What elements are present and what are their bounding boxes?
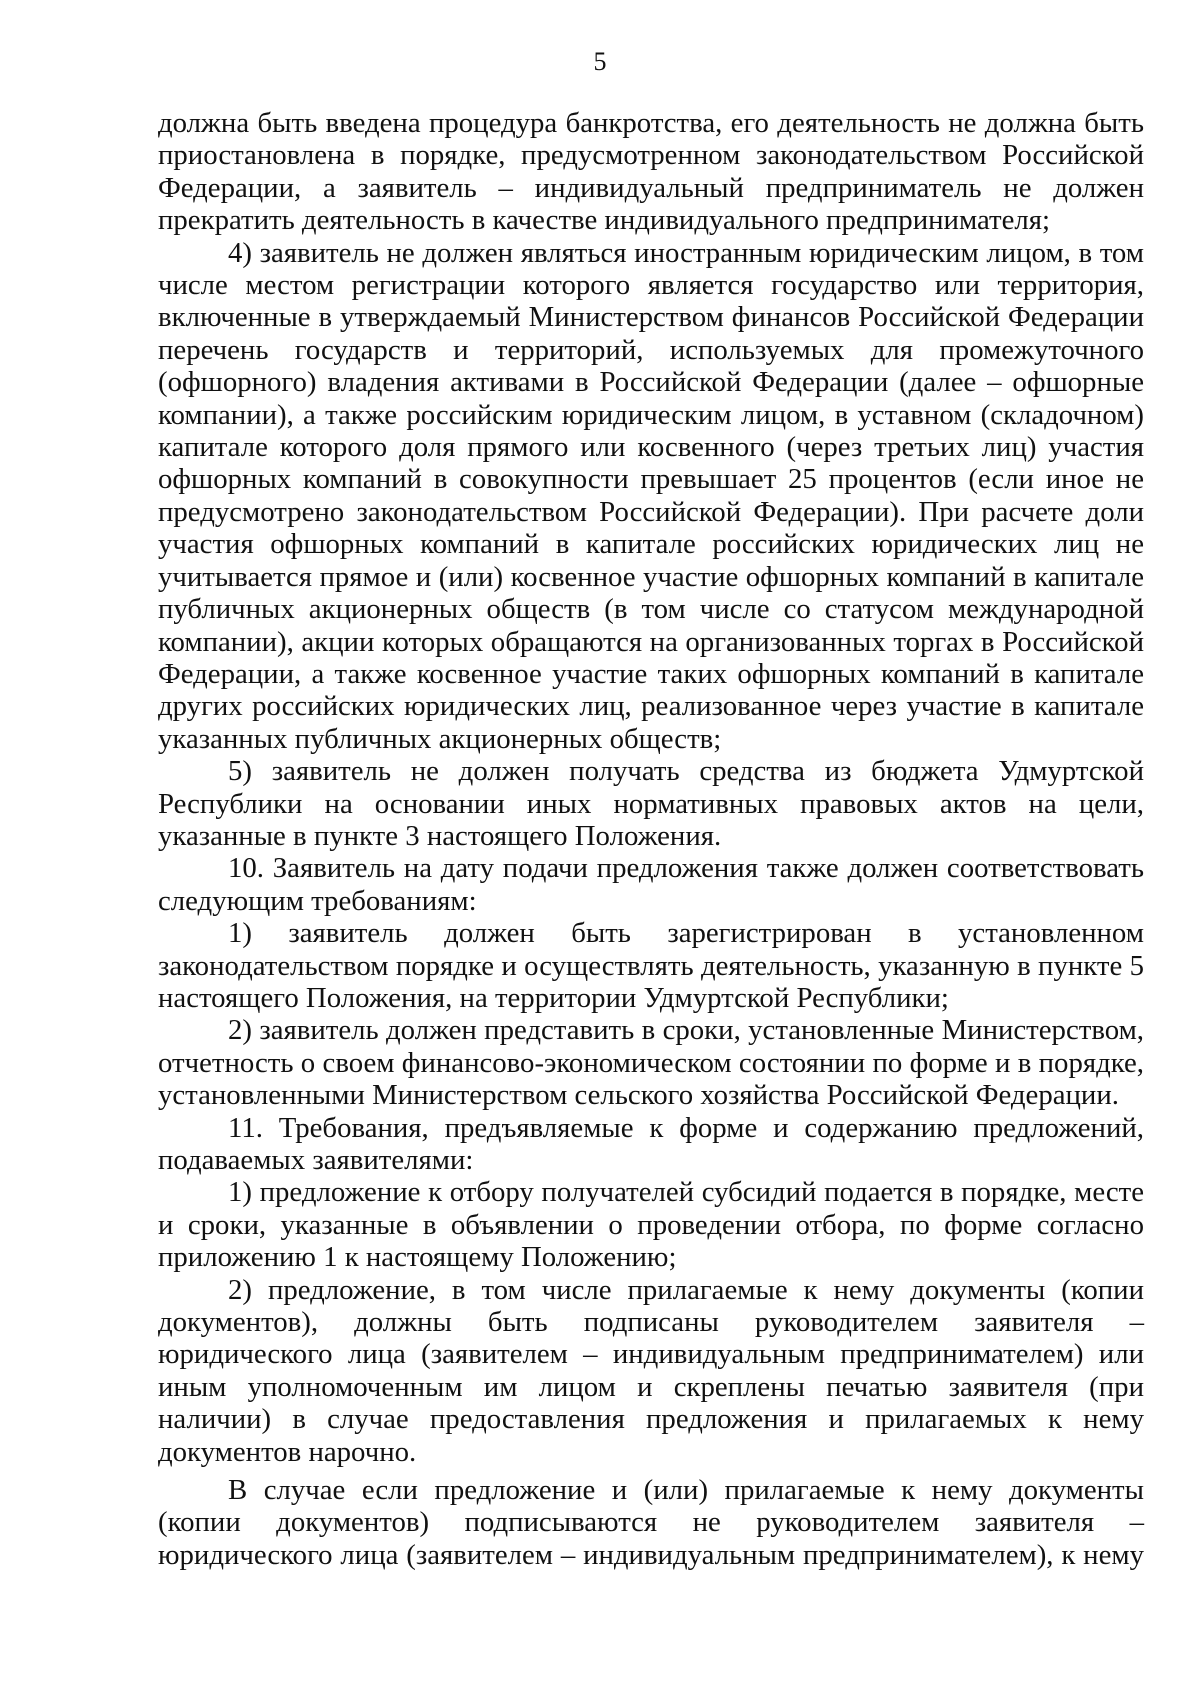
paragraph-section-11-item-1: 1) предложение к отбору получателей субсидий подается в порядке, месте и сроки, указанные в объявлении о проведении отбора, по форме согласно приложению 1 к настоящему Положению; (158, 1176, 1144, 1274)
document-body (158, 107, 1144, 1571)
paragraph-section-10: 10. Заявитель на дату подачи предложения также должен соответствовать следующим требованиям: (158, 852, 1144, 917)
paragraph-section-11-item-2: 2) предложение, в том числе прилагаемые к нему документы (копии документов), должны быть подписаны руководителем заявителя – юридического лица (заявителем – индивидуальным предпринимателем) или иным уполномоченным им лицом и скреплены печатью заявителя (при наличии) в случае предоставления предложения и прилагаемых к нему документов нарочно. (158, 1273, 1144, 1468)
paragraph-signature-case: В случае если предложение и (или) прилагаемые к нему документы (копии документов) подписываются не руководителем заявителя – юридического лица (заявителем – индивидуальным предпринимателем), к нему (158, 1474, 1144, 1571)
paragraph-item-5-budget: 5) заявитель не должен получать средства из бюджета Удмуртской Республики на основании иных нормативных правовых актов на цели, указанные в пункте 3 настоящего Положения. (158, 755, 1144, 852)
paragraph-section-10-item-1: 1) заявитель должен быть зарегистрирован в установленном законодательством порядке и осуществлять деятельность, указанную в пункте 5 настоящего Положения, на территории Удмуртской Республики; (158, 917, 1144, 1014)
paragraph-item-4-offshore: 4) заявитель не должен являться иностранным юридическим лицом, в том числе местом регистрации которого является государство или территория, включенные в утверждаемый Министерством финансов Российской Федерации перечень государств и территорий, используемых для промежуточного (офшорного) владения активами в Российской Федерации (далее – офшорные компании), а также российским юридическим лицом, в уставном (складочном) капитале которого доля прямого или косвенного (через третьих лиц) участия офшорных компаний в совокупности превышает 25 процентов (если иное не предусмотрено законодательством Российской Федерации). При расчете доли участия офшорных компаний в капитале российских юридических лиц не учитывается прямое и (или) косвенное участие офшорных компаний в капитале публичных акционерных обществ (в том числе со статусом международной компании), акции которых обращаются на организованных торгах в Российской Федерации, а также косвенное участие таких офшорных компаний в капитале других российских юридических лиц, реализованное через участие в капитале указанных публичных акционерных обществ; (158, 236, 1144, 755)
paragraph-section-11: 11. Требования, предъявляемые к форме и содержанию предложений, подаваемых заявителями: (158, 1111, 1144, 1176)
paragraph-section-10-item-2: 2) заявитель должен представить в сроки, установленные Министерством, отчетность о своем финансово-экономическом состоянии по форме и в порядке, установленными Министерством сельского хозяйства Российской Федерации. (158, 1014, 1144, 1112)
page-number: 5 (593, 47, 607, 76)
paragraph-continuation: должна быть введена процедура банкротства, его деятельность не должна быть приостановлена в порядке, предусмотренном законодательством Российской Федерации, а заявитель – индивидуальный предприниматель не должен прекратить деятельность в качестве индивидуального предпринимателя; (158, 107, 1144, 237)
